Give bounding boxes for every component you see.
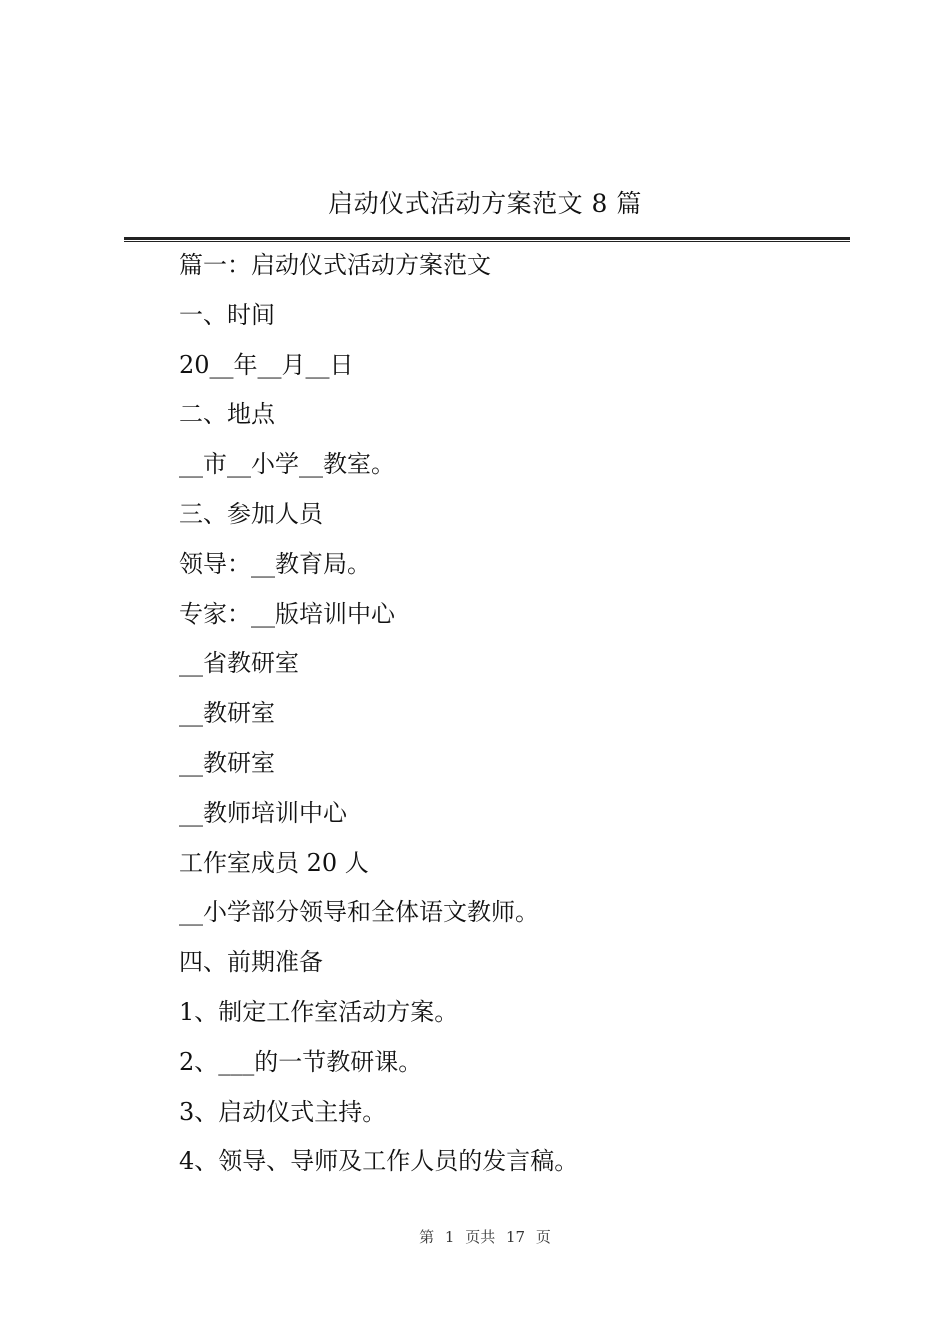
text-line: 领导：__教育局。 [179,549,371,578]
document-title: 启动仪式活动方案范文 8 篇 [328,189,642,218]
text-line: __教研室 [179,699,275,728]
page-number-footer: 第 1 页共 17 页 [419,1228,551,1246]
text-line: 专家：__版培训中心 [179,599,395,628]
text-line: 四、前期准备 [179,948,323,977]
title-divider-thick [124,237,850,240]
text-line: 工作室成员 20 人 [179,848,369,877]
text-line: 2、___的一节教研课。 [179,1047,423,1076]
text-line: __省教研室 [179,649,299,678]
text-line: __教研室 [179,748,275,777]
section-heading: 篇一：启动仪式活动方案范文 [179,251,491,279]
text-line: 20__年__月__日 [179,350,354,379]
text-line: __小学部分领导和全体语文教师。 [179,898,539,927]
text-line: 1、制定工作室活动方案。 [179,997,459,1026]
text-line: 一、时间 [179,300,275,329]
document-body [179,247,839,1193]
title-divider-thin [124,241,850,242]
text-line: 三、参加人员 [179,499,323,528]
text-line: 3、启动仪式主持。 [179,1097,387,1126]
text-line: __教师培训中心 [179,798,347,827]
text-line: __市__小学__教室。 [179,450,395,479]
text-line: 二、地点 [179,400,275,429]
text-line: 4、领导、导师及工作人员的发言稿。 [179,1147,579,1176]
